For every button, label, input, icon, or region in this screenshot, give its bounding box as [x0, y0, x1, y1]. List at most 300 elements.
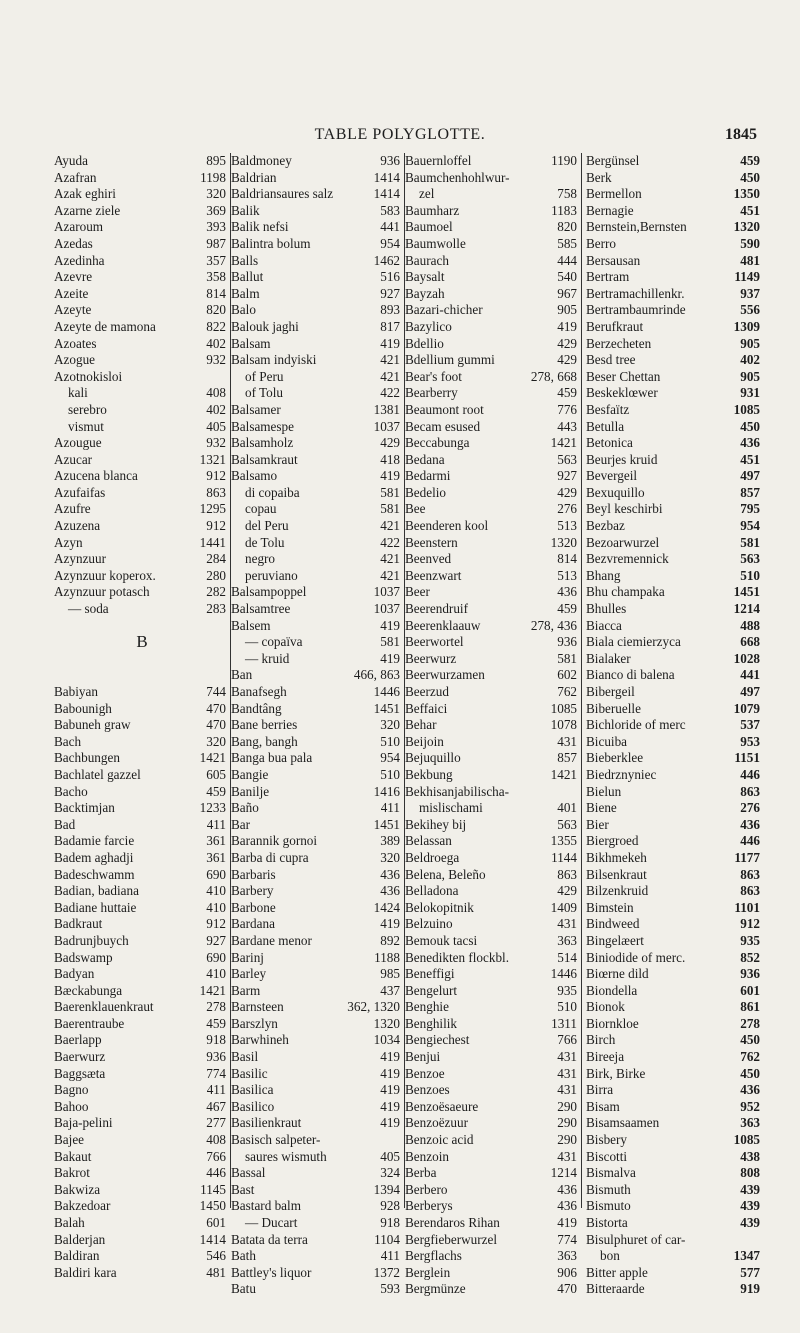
entry-page-ref: 411	[380, 1248, 400, 1264]
entry-term: bon	[600, 1248, 620, 1264]
entry-term: Beerenklaauw	[405, 617, 481, 633]
entry-page-ref: 540	[557, 269, 577, 285]
index-entry	[405, 1182, 581, 1199]
index-entry	[405, 1265, 581, 1282]
entry-term: Barbaris	[231, 866, 276, 882]
index-entry	[54, 336, 230, 353]
index-entry	[405, 999, 581, 1016]
entry-page-ref: 466, 863	[353, 667, 400, 683]
entry-term: Berbero	[405, 1181, 448, 1197]
entry-term: Bier	[586, 816, 609, 832]
index-entry	[54, 1149, 230, 1166]
entry-term: Bekbung	[405, 766, 453, 782]
entry-term: — Ducart	[245, 1215, 298, 1230]
entry-page-ref: 436	[380, 866, 400, 882]
entry-page-ref: 927	[380, 285, 400, 301]
entry-term: Berba	[405, 1165, 437, 1181]
index-entry	[231, 800, 404, 817]
entry-term: Bergünsel	[586, 153, 640, 168]
entry-page-ref: 601	[740, 982, 760, 998]
index-entry	[586, 153, 760, 170]
index-entry	[405, 1248, 581, 1265]
entry-page-ref: 766	[206, 1148, 226, 1164]
entry-term: Birch	[586, 1032, 616, 1048]
entry-page-ref: 277	[206, 1115, 226, 1131]
index-entry	[231, 253, 404, 270]
index-entry	[231, 1281, 404, 1298]
entry-page-ref: 1372	[373, 1264, 400, 1280]
index-entry	[586, 1149, 760, 1166]
entry-term: Berro	[586, 235, 617, 251]
entry-page-ref: 421	[380, 551, 400, 567]
entry-term: Bakaut	[54, 1148, 92, 1164]
entry-term: Benjui	[405, 1049, 441, 1065]
index-entry	[586, 717, 760, 734]
index-entry	[231, 203, 404, 220]
entry-term: Badrunjbuych	[54, 932, 129, 948]
entry-page-ref: 362, 1320	[347, 999, 400, 1015]
index-entry	[405, 983, 581, 1000]
entry-page-ref: 459	[740, 153, 760, 168]
entry-term: Berzecheten	[586, 335, 652, 351]
entry-term: Bekihey bij	[405, 816, 467, 832]
entry-term: Azuzena	[54, 518, 101, 534]
entry-term: Bikhmekeh	[586, 849, 647, 865]
section-letter	[54, 634, 230, 651]
entry-page-ref: 363	[740, 1115, 760, 1131]
entry-term: Baurach	[405, 252, 449, 268]
index-entry	[54, 468, 230, 485]
entry-term: Babounigh	[54, 700, 112, 716]
entry-term: Balsem	[231, 617, 271, 633]
entry-page-ref: 451	[740, 451, 760, 467]
entry-page-ref: 419	[380, 650, 400, 666]
entry-page-ref: 283	[206, 601, 226, 617]
index-entry	[405, 535, 581, 552]
entry-term: Beerwurzamen	[405, 667, 485, 683]
entry-page-ref: 1350	[733, 186, 760, 202]
entry-term: Biene	[586, 800, 617, 816]
entry-page-ref: 905	[557, 302, 577, 318]
index-entry	[54, 253, 230, 270]
entry-term: Biacca	[586, 617, 622, 633]
index-entry	[54, 750, 230, 767]
entry-page-ref: 953	[740, 733, 760, 749]
entry-page-ref: 276	[557, 501, 577, 517]
index-entry	[231, 950, 404, 967]
index-entry	[405, 1049, 581, 1066]
index-entry	[586, 1066, 760, 1083]
entry-page-ref: 905	[740, 368, 760, 384]
entry-page-ref: 808	[740, 1165, 760, 1181]
entry-term: Bane berries	[231, 717, 298, 733]
entry-page-ref: 1451	[373, 816, 400, 832]
index-entry	[54, 1132, 230, 1149]
entry-term: Beijoin	[405, 733, 444, 749]
index-entry	[54, 1215, 230, 1232]
entry-term: Badeschwamm	[54, 866, 135, 882]
index-entry	[54, 1099, 230, 1116]
entry-page-ref: 1233	[199, 800, 226, 816]
entry-page-ref: 905	[740, 335, 760, 351]
index-entry	[586, 867, 760, 884]
index-entry	[586, 203, 760, 220]
entry-term: Bichloride of merc	[586, 717, 686, 733]
entry-term: Benghilik	[405, 1015, 458, 1031]
entry-page-ref: 320	[380, 717, 400, 733]
entry-term: Beser Chettan	[586, 368, 661, 384]
entry-term: Bermellon	[586, 186, 642, 202]
entry-term: Bergmünze	[405, 1281, 466, 1297]
entry-page-ref: 537	[740, 717, 760, 733]
index-entry	[231, 1082, 404, 1099]
entry-term: Beerwurz	[405, 650, 457, 666]
index-entry	[231, 551, 404, 568]
index-entry	[405, 717, 581, 734]
index-entry	[54, 983, 230, 1000]
index-entry	[54, 551, 230, 568]
entry-term: Azougue	[54, 435, 102, 451]
entry-term: Barley	[231, 966, 267, 982]
entry-term: Bhulles	[586, 601, 627, 617]
index-entry	[586, 767, 760, 784]
entry-page-ref: 446	[740, 766, 760, 782]
entry-page-ref: 1381	[373, 401, 400, 417]
entry-term: Baldriansaures salz	[231, 186, 334, 202]
index-entry	[586, 999, 760, 1016]
entry-term: Bergfieberwurzel	[405, 1231, 498, 1247]
entry-page-ref: 1409	[550, 899, 577, 915]
index-entry	[54, 817, 230, 834]
index-entry	[405, 584, 581, 601]
entry-page-ref: 497	[740, 684, 760, 699]
entry-page-ref: 431	[557, 1082, 577, 1098]
index-entry	[586, 1265, 760, 1282]
entry-page-ref: 895	[206, 153, 226, 168]
index-entry	[54, 767, 230, 784]
entry-page-ref: 429	[380, 435, 400, 451]
index-entry	[405, 485, 581, 502]
entry-term: Bajee	[54, 1132, 85, 1148]
entry-page-ref: 1414	[373, 186, 400, 202]
entry-term: Barszlyn	[231, 1015, 278, 1031]
entry-page-ref: 1320	[550, 534, 577, 550]
index-table	[54, 153, 760, 1297]
entry-page-ref: 928	[380, 1198, 400, 1214]
entry-term: Bath	[231, 1248, 256, 1264]
index-entry	[586, 618, 760, 635]
entry-page-ref: 820	[206, 302, 226, 318]
entry-page-ref: 470	[206, 700, 226, 716]
index-entry	[54, 203, 230, 220]
index-entry	[231, 369, 404, 386]
entry-page-ref: 276	[740, 800, 760, 816]
entry-page-ref: 459	[206, 783, 226, 799]
entry-term: Beenstern	[405, 534, 458, 550]
index-entry	[405, 153, 581, 170]
entry-page-ref: 766	[557, 1032, 577, 1048]
index-entry	[405, 966, 581, 983]
entry-page-ref: 954	[740, 518, 760, 534]
index-entry	[586, 933, 760, 950]
entry-page-ref: 1414	[199, 1231, 226, 1247]
entry-term: Bezoarwurzel	[586, 534, 660, 550]
index-entry	[231, 734, 404, 751]
entry-page-ref: 421	[380, 567, 400, 583]
index-entry	[231, 1115, 404, 1132]
entry-term: Badyan	[54, 966, 95, 982]
entry-page-ref: 935	[740, 932, 760, 948]
entry-term: Beffaici	[405, 700, 448, 716]
index-entry	[231, 518, 404, 535]
index-entry	[54, 319, 230, 336]
entry-term: Bisam	[586, 1098, 620, 1114]
entry-page-ref: 967	[557, 285, 577, 301]
entry-page-ref: 1446	[550, 966, 577, 982]
entry-page-ref: 690	[206, 949, 226, 965]
index-entry	[54, 170, 230, 187]
entry-term: Bacho	[54, 783, 88, 799]
entry-page-ref: 431	[557, 1148, 577, 1164]
entry-page-ref: 278, 668	[530, 368, 577, 384]
entry-term: Balintra bolum	[231, 235, 311, 251]
index-entry	[54, 900, 230, 917]
index-entry	[54, 651, 230, 668]
index-entry	[231, 667, 404, 684]
entry-page-ref: 690	[206, 866, 226, 882]
entry-page-ref: 1034	[373, 1032, 400, 1048]
entry-page-ref: 278	[206, 999, 226, 1015]
index-column-3	[405, 153, 582, 1297]
entry-term: Bialaker	[586, 650, 631, 666]
entry-term: Belassan	[405, 833, 452, 849]
index-entry	[405, 916, 581, 933]
entry-page-ref: 516	[380, 269, 400, 285]
entry-page-ref: 401	[557, 800, 577, 816]
entry-term: Bilsenkraut	[586, 866, 647, 882]
entry-page-ref: 363	[557, 932, 577, 948]
entry-term: of Peru	[245, 368, 284, 384]
index-entry	[54, 153, 230, 170]
entry-page-ref: 405	[380, 1148, 400, 1164]
entry-term: Beskeklœwer	[586, 385, 658, 401]
entry-page-ref: 459	[206, 1015, 226, 1031]
entry-term: Besd tree	[586, 352, 636, 368]
index-entry	[586, 435, 760, 452]
entry-term: Bernstein,Bernsten	[586, 219, 687, 235]
entry-page-ref: 510	[380, 733, 400, 749]
entry-term: vismut	[68, 418, 104, 434]
entry-page-ref: 1104	[374, 1231, 400, 1247]
entry-page-ref: 1451	[733, 584, 760, 600]
index-entry	[405, 385, 581, 402]
entry-page-ref: 1450	[199, 1198, 226, 1214]
index-entry	[54, 435, 230, 452]
index-entry	[405, 933, 581, 950]
index-entry	[405, 1099, 581, 1116]
entry-page-ref: 422	[380, 534, 400, 550]
index-entry	[231, 850, 404, 867]
index-entry	[231, 1016, 404, 1033]
entry-term: Bezbaz	[586, 518, 625, 534]
entry-page-ref: 488	[740, 617, 760, 633]
entry-page-ref: 1320	[733, 219, 760, 235]
entry-page-ref: 906	[557, 1264, 577, 1280]
entry-term: Badem aghadji	[54, 849, 134, 865]
entry-term: Bevergeil	[586, 468, 638, 484]
entry-page-ref: 419	[380, 335, 400, 351]
index-entry	[586, 253, 760, 270]
index-entry	[586, 817, 760, 834]
index-entry	[54, 1182, 230, 1199]
index-entry	[586, 1182, 760, 1199]
entry-term: Bertrambaumrinde	[586, 302, 686, 318]
index-entry	[231, 501, 404, 518]
index-entry	[405, 1066, 581, 1083]
index-entry	[54, 385, 230, 402]
entry-term: Bindweed	[586, 916, 640, 932]
entry-page-ref: 436	[380, 883, 400, 899]
index-entry	[231, 485, 404, 502]
entry-page-ref: 446	[206, 1165, 226, 1181]
entry-term: Bertram	[586, 269, 630, 285]
index-entry	[405, 950, 581, 967]
entry-page-ref: 436	[740, 435, 760, 451]
index-entry	[231, 601, 404, 618]
index-entry	[54, 1198, 230, 1215]
entry-term: Bexuquillo	[586, 484, 645, 500]
entry-page-ref: 581	[557, 650, 577, 666]
entry-page-ref: 470	[557, 1281, 577, 1297]
index-entry	[405, 1232, 581, 1249]
entry-page-ref: 405	[206, 418, 226, 434]
index-entry	[231, 883, 404, 900]
entry-page-ref: 451	[740, 202, 760, 218]
entry-page-ref: 1446	[373, 684, 400, 699]
entry-term: Azeyte	[54, 302, 92, 318]
entry-page-ref: 402	[206, 335, 226, 351]
index-entry	[54, 916, 230, 933]
entry-term: Benghie	[405, 999, 449, 1015]
entry-page-ref: 987	[206, 235, 226, 251]
entry-term: mislischami	[419, 800, 483, 816]
index-entry	[405, 1215, 581, 1232]
entry-page-ref: 497	[740, 468, 760, 484]
entry-term: Balm	[231, 285, 260, 301]
index-entry	[405, 750, 581, 767]
entry-term: Baumchenhohlwur-	[405, 169, 510, 185]
index-entry	[231, 717, 404, 734]
entry-term: Bar	[231, 816, 251, 832]
entry-term: Bekhisanjabilischa-	[405, 783, 510, 799]
entry-term: Bengiechest	[405, 1032, 470, 1048]
index-entry	[586, 966, 760, 983]
index-entry	[54, 950, 230, 967]
index-entry	[54, 518, 230, 535]
index-entry	[586, 1099, 760, 1116]
entry-term: Betulla	[586, 418, 625, 434]
entry-term: Balsamkraut	[231, 451, 298, 467]
entry-page-ref: 429	[557, 335, 577, 351]
entry-term: Bistorta	[586, 1215, 628, 1230]
entry-page-ref: 363	[557, 1248, 577, 1264]
entry-page-ref: 438	[740, 1148, 760, 1164]
index-entry	[231, 767, 404, 784]
index-entry	[586, 601, 760, 618]
entry-page-ref: 450	[740, 1032, 760, 1048]
entry-term: Beenzwart	[405, 567, 462, 583]
entry-term: Badian, badiana	[54, 883, 139, 899]
index-entry	[54, 269, 230, 286]
entry-term: Benzoësaeure	[405, 1098, 479, 1114]
index-entry	[231, 336, 404, 353]
index-entry	[54, 1232, 230, 1249]
entry-term: Benzoes	[405, 1082, 450, 1098]
index-entry	[405, 319, 581, 336]
entry-page-ref: 436	[557, 1198, 577, 1214]
entry-term: Bezvremennick	[586, 551, 669, 567]
entry-page-ref: 863	[557, 866, 577, 882]
entry-term: Bergflachs	[405, 1248, 462, 1264]
entry-term: Azevre	[54, 269, 93, 285]
entry-page-ref: 411	[380, 800, 400, 816]
entry-page-ref: 605	[206, 766, 226, 782]
entry-term: Azeite	[54, 285, 89, 301]
entry-term: Bee	[405, 501, 426, 517]
index-entry	[405, 1016, 581, 1033]
index-entry	[586, 1165, 760, 1182]
index-entry	[231, 1165, 404, 1182]
index-entry	[54, 219, 230, 236]
index-entry	[586, 385, 760, 402]
entry-page-ref: 762	[740, 1049, 760, 1065]
index-entry	[54, 402, 230, 419]
index-entry	[586, 568, 760, 585]
entry-term: Beerzud	[405, 684, 449, 699]
entry-term: Berk	[586, 169, 612, 185]
index-entry	[586, 900, 760, 917]
entry-page-ref: 912	[740, 916, 760, 932]
entry-page-ref: 393	[206, 219, 226, 235]
entry-term: Bakzedoar	[54, 1198, 111, 1214]
index-entry	[586, 186, 760, 203]
index-entry	[231, 269, 404, 286]
page-number: 1845	[725, 126, 757, 143]
entry-page-ref: 443	[557, 418, 577, 434]
entry-page-ref: 861	[740, 999, 760, 1015]
index-entry	[54, 369, 230, 386]
entry-page-ref: 1198	[200, 169, 226, 185]
index-entry	[231, 419, 404, 436]
entry-page-ref: 758	[557, 186, 577, 202]
entry-page-ref: 1421	[199, 750, 226, 766]
index-entry	[586, 419, 760, 436]
index-entry	[586, 319, 760, 336]
index-entry	[231, 568, 404, 585]
entry-term: Biornkloe	[586, 1015, 639, 1031]
entry-page-ref: 817	[380, 318, 400, 334]
index-entry	[54, 584, 230, 601]
entry-page-ref: 419	[380, 916, 400, 932]
entry-page-ref: 510	[557, 999, 577, 1015]
entry-term: peruviano	[245, 567, 298, 583]
entry-page-ref: 927	[557, 468, 577, 484]
entry-page-ref: 814	[557, 551, 577, 567]
entry-term: Bdellium gummi	[405, 352, 495, 368]
entry-term: Azynzuur potasch	[54, 584, 150, 600]
entry-term: Balls	[231, 252, 259, 268]
index-entry	[231, 153, 404, 170]
